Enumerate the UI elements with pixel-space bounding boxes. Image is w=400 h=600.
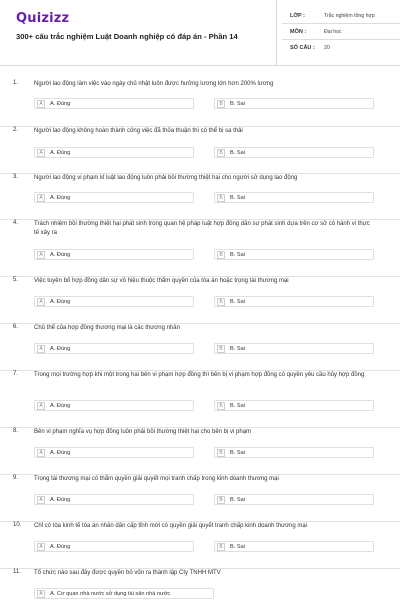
question-item xyxy=(0,522,400,569)
option-letter: A xyxy=(37,449,45,457)
option-letter: A xyxy=(37,345,45,353)
header-divider xyxy=(276,0,277,66)
question-text: Trọng tài thương mại có thẩm quyền giải quyết mọi tranh chấp trong kinh doanh thương mại xyxy=(34,476,279,482)
meta-table xyxy=(282,8,400,56)
option-letter: B xyxy=(217,251,225,259)
option-text: B. Sai xyxy=(230,150,245,156)
option-text: B. Sai xyxy=(230,195,245,201)
option-letter: B xyxy=(217,298,225,306)
option-letter: B xyxy=(217,345,225,353)
option-a[interactable] xyxy=(34,192,194,203)
option-text: A. Cơ quan nhà nước sử dụng tài sản nhà nước xyxy=(50,591,171,597)
option-text: B. Sai xyxy=(230,299,245,305)
question-number: 1. xyxy=(13,80,19,86)
option-letter: B xyxy=(217,543,225,551)
question-text: Người lao động làm việc vào ngày chủ nhật luôn được hưởng lương lớn hơn 200% lương xyxy=(34,81,274,87)
option-letter: B xyxy=(217,149,225,157)
option-a[interactable] xyxy=(34,447,194,458)
option-b[interactable] xyxy=(214,343,374,354)
option-text: A. Đúng xyxy=(50,101,71,107)
option-text: A. Đúng xyxy=(50,195,71,201)
question-item xyxy=(0,428,400,475)
option-a[interactable] xyxy=(34,494,194,505)
option-a[interactable] xyxy=(34,541,194,552)
option-text: B. Sai xyxy=(230,346,245,352)
question-text: Trong mọi trường hợp khi một trong hai bên vi phạm hợp đồng thì bên bị vi phạm hợp đồng có quyền yêu cầu hủy hợp đồng xyxy=(34,372,365,378)
option-letter: A xyxy=(37,543,45,551)
option-letter: A xyxy=(37,402,45,410)
option-letter: B xyxy=(217,194,225,202)
question-number: 8. xyxy=(13,428,19,434)
question-item xyxy=(0,371,400,428)
option-text: A. Đúng xyxy=(50,252,71,258)
question-number: 2. xyxy=(13,127,19,133)
option-b[interactable] xyxy=(214,147,374,158)
option-letter: A xyxy=(37,251,45,259)
question-number: 4. xyxy=(13,220,19,226)
question-item xyxy=(0,174,400,220)
question-item xyxy=(0,569,400,600)
option-text: A. Đúng xyxy=(50,403,71,409)
question-text: Người lao động không hoàn thành công việc đã thỏa thuận thì có thể bị sa thải xyxy=(34,128,243,134)
question-item xyxy=(0,80,400,127)
option-a[interactable] xyxy=(34,343,194,354)
meta-value: Đại học xyxy=(324,29,342,35)
option-a[interactable] xyxy=(34,400,194,411)
question-item xyxy=(0,324,400,371)
page-title: 300+ câu trắc nghiệm Luật Doanh nghiệp có đáp án - Phần 14 xyxy=(16,32,238,41)
option-letter: A xyxy=(37,298,45,306)
question-text: Bên vi phạm nghĩa vụ hợp đồng luôn phải bồi thường thiệt hại cho bên bị vi phạm xyxy=(34,429,252,435)
question-text: Việc tuyên bố hợp đồng dân sự vô hiệu thuộc thẩm quyền của tòa án hoặc trọng tài thương mại xyxy=(34,278,289,284)
meta-row-class xyxy=(282,8,400,24)
question-item xyxy=(0,127,400,174)
meta-label: MÔN : xyxy=(290,29,307,35)
option-letter: A xyxy=(37,100,45,108)
option-a[interactable] xyxy=(34,147,194,158)
option-text: A. Đúng xyxy=(50,450,71,456)
option-b[interactable] xyxy=(214,98,374,109)
meta-row-subject xyxy=(282,24,400,40)
option-text: A. Đúng xyxy=(50,497,71,503)
question-text: Trách nhiệm bồi thường thiệt hại phát sinh trong quan hệ pháp luật hợp đồng dân sự phát sinh dựa trên cơ sở có hành vi thực tế xảy ra xyxy=(34,221,370,236)
meta-label: SỐ CÂU : xyxy=(290,45,315,51)
option-b[interactable] xyxy=(214,296,374,307)
option-letter: A xyxy=(37,590,45,598)
question-number: 11. xyxy=(13,569,21,575)
document-header xyxy=(0,0,400,66)
meta-row-count xyxy=(282,40,400,56)
option-b[interactable] xyxy=(214,447,374,458)
option-letter: B xyxy=(217,449,225,457)
question-item xyxy=(0,220,400,277)
option-text: B. Sai xyxy=(230,544,245,550)
option-letter: A xyxy=(37,149,45,157)
option-a[interactable] xyxy=(34,249,194,260)
option-letter: A xyxy=(37,496,45,504)
quizizz-logo: Quizizz xyxy=(16,11,70,26)
meta-value: 20 xyxy=(324,45,330,51)
option-text: A. Đúng xyxy=(50,150,71,156)
question-item xyxy=(0,277,400,324)
option-text: B. Sai xyxy=(230,403,245,409)
option-text: A. Đúng xyxy=(50,346,71,352)
question-number: 10. xyxy=(13,522,22,528)
option-b[interactable] xyxy=(214,494,374,505)
option-b[interactable] xyxy=(214,400,374,411)
option-a[interactable] xyxy=(34,296,194,307)
question-number: 9. xyxy=(13,475,19,481)
option-a[interactable] xyxy=(34,588,214,599)
option-letter: B xyxy=(217,402,225,410)
option-text: A. Đúng xyxy=(50,544,71,550)
question-text: Chỉ có tòa kinh tế tòa án nhân dân cấp tỉnh mới có quyền giải quyết tranh chấp kinh doanh thương mại xyxy=(34,523,308,529)
question-text: Tổ chức nào sau đây được quyền bỏ vốn ra thành lập Cty TNHH MTV xyxy=(34,570,221,576)
question-text: Chủ thể của hợp đồng thương mại là các thương nhân xyxy=(34,325,180,331)
option-letter: B xyxy=(217,496,225,504)
option-letter: A xyxy=(37,194,45,202)
option-b[interactable] xyxy=(214,541,374,552)
option-a[interactable] xyxy=(34,98,194,109)
question-number: 7. xyxy=(13,371,19,377)
option-text: A. Đúng xyxy=(50,299,71,305)
option-text: B. Sai xyxy=(230,497,245,503)
option-text: B. Sai xyxy=(230,101,245,107)
option-text: B. Sai xyxy=(230,252,245,258)
option-b[interactable] xyxy=(214,192,374,203)
option-b[interactable] xyxy=(214,249,374,260)
question-number: 5. xyxy=(13,277,19,283)
meta-label: LỚP : xyxy=(290,13,305,19)
question-number: 3. xyxy=(13,174,19,180)
option-letter: B xyxy=(217,100,225,108)
question-item xyxy=(0,475,400,522)
question-number: 6. xyxy=(13,324,19,330)
question-text: Người lao động vi phạm kỉ luật lao động luôn phải bồi thường thiệt hại cho người sử dụng lao động xyxy=(34,175,298,181)
meta-value: Trắc nghiệm tổng hợp xyxy=(324,13,375,19)
option-text: B. Sai xyxy=(230,450,245,456)
